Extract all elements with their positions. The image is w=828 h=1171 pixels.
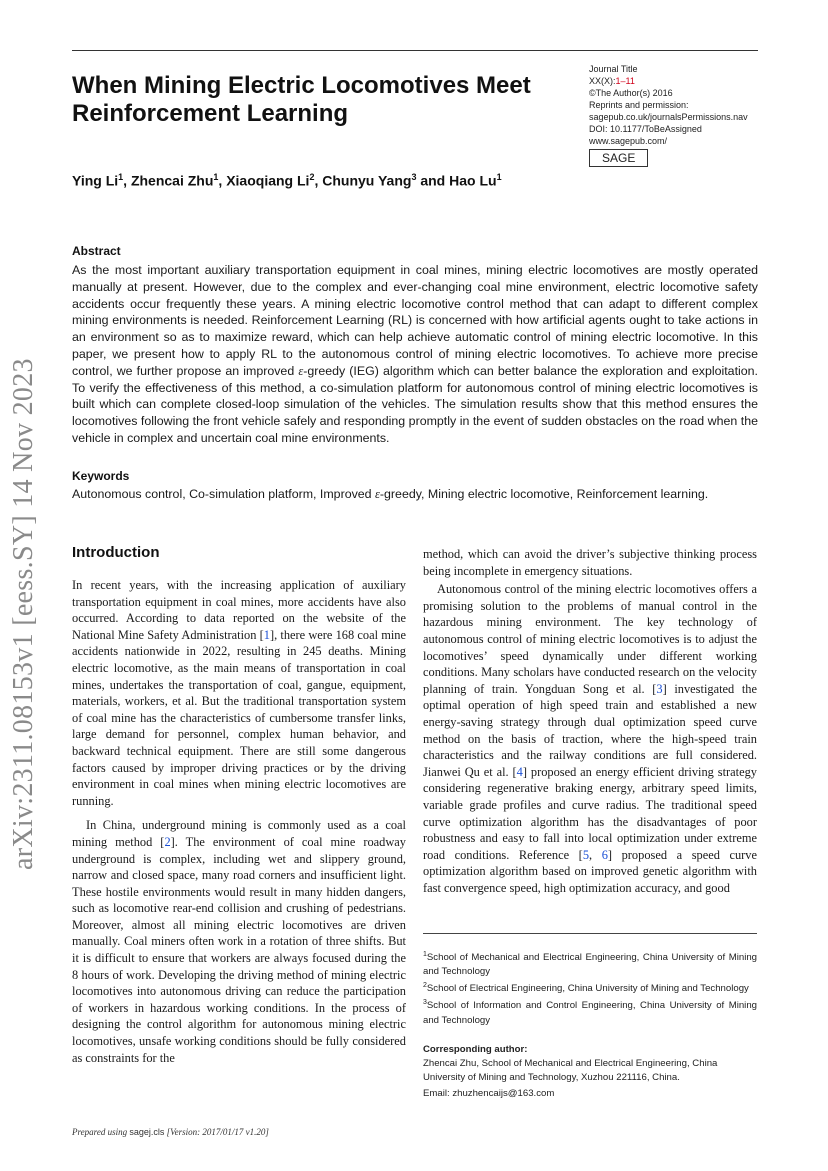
affiliation-marker: 1 bbox=[118, 172, 124, 182]
affiliation-marker: 2 bbox=[423, 982, 427, 990]
author-list bbox=[72, 172, 502, 189]
text: Autonomous control of the mining electric locomotives offers a promising solution to the problems of manual control in the hazardous mining environment. The key technology of autonomous control of mining electric locomotives is to adjust the locomotives’ speed dynamically under different working conditions. Many scholars have conducted research on the velocity planning of train. Yongduan Song et al. [ bbox=[423, 582, 757, 696]
affiliation-marker: 1 bbox=[496, 172, 502, 182]
corresponding-author bbox=[423, 1043, 757, 1101]
intro-paragraph-1: In recent years, with the increasing application of auxiliary transportation equipment in coal mines, more accidents have also occurred. According to data reported on the website of the National Mine Safety Administration [1], there were 168 coal mine accidents nationwide in 2022, resulting in 245 deaths. Mining electric locomotive, as the main means of transportation in coal mines, undertakes the transportation of coal, gangue, equipment, materials, workers, et al. But the traditional transportation system of coal mine has the characteristics of cumbersome transfer links, large demand for personnel, complex human behavior, and backward technical equipment. There are still some dangerous factors caused by improper driving practices or by the driving environment in coal mines when mining electric locomotives are running. bbox=[72, 578, 407, 808]
affiliation-item bbox=[423, 948, 757, 979]
author-separator: and bbox=[416, 172, 450, 189]
affiliations bbox=[423, 948, 757, 1028]
intro-paragraph-3 bbox=[423, 581, 757, 896]
author-separator: , bbox=[218, 172, 227, 189]
epsilon-symbol: ε bbox=[375, 487, 380, 501]
abstract-text: As the most important auxiliary transportation equipment in coal mines, mining electric locomotives are mostly operated manually at present. However, due to the complex and ever-changing coal mine environment, electric locomotive safety accidents occur frequently these years. A mining electric locomotive control method that can adapt to different complex mining environments is needed. Reinforcement Learning (RL) is concerned with how artificial agents ought to take actions in an environment so as to maximize reward, which can help achieve automatic control of mining electric locomotive. In this paper, we present how to apply RL to the autonomous control of mining electric locomotives. To achieve more precise control, we further propose an improved ε-greedy (IEG) algorithm which can better balance the exploration and exploitation. To verify the effectiveness of this method, a co-simulation platform for autonomous control of mining electric locomotives is built which can complete closed-loop simulation of the vehicles. The simulation results show that this method ensures the locomotives following the front vehicle safely and responding promptly in the event of sudden obstacles on the road when the vehicle in complex and uncertain coal mine environments. bbox=[72, 263, 758, 445]
affiliation-marker: 2 bbox=[309, 172, 315, 182]
copyright: ©The Author(s) 2016 bbox=[589, 88, 673, 98]
intro-paragraph-2: In China, underground mining is commonly used as a coal mining method [2]. The environment of coal mine roadway underground is complex, including wet and slippery ground, narrow and closed space, many road corners and insufficient light. These hostile environments would result in many hidden dangers, such as locomotive rear-end collision and crushing of pedestrians. Moreover, almost all mining electric locomotives are driven manually. Coal miners often work in a rotation of three shifts. But it is difficult to ensure that workers are always focused during the 8 hours of work. Developing the driving method of mining electric locomotives into autonomous driving can reduce the participation of workers in hazardous working conditions. In the process of designing the control algorithm for autonomous mining electric locomotives, unsafe working conditions should be fully considered as constraints for the bbox=[72, 818, 406, 1065]
author-name: Zhencai Zhu bbox=[130, 172, 214, 189]
author-name: Hao Lu bbox=[449, 172, 497, 189]
page-footer: Prepared using sagej.cls [Version: 2017/01/17 v1.20] bbox=[72, 1127, 269, 1137]
text: , bbox=[589, 847, 602, 862]
author-name: Ying Li bbox=[72, 172, 119, 189]
affiliation-marker: 1 bbox=[423, 951, 427, 958]
abstract-heading: Abstract bbox=[72, 244, 121, 258]
epsilon-symbol: ε bbox=[298, 363, 304, 378]
doi: DOI: 10.1177/ToBeAssigned bbox=[589, 124, 702, 134]
author-name: Xiaoqiang Li bbox=[226, 172, 310, 189]
paper-title: When Mining Electric Locomotives Meet Reinforcement Learning bbox=[72, 72, 531, 127]
citation-link[interactable]: 1 bbox=[263, 627, 270, 642]
permissions-link[interactable]: sagepub.co.uk/journalsPermissions.nav bbox=[589, 112, 748, 122]
corresponding-author-heading: Corresponding author: bbox=[423, 1044, 528, 1055]
citation-link[interactable]: 5 bbox=[582, 847, 590, 862]
sage-logo: SAGE bbox=[589, 149, 648, 167]
journal-info bbox=[589, 63, 764, 167]
body-column-right bbox=[423, 546, 757, 896]
affiliation-item bbox=[423, 979, 757, 996]
text: ] proposed an energy efficient driving strategy considering regenerative braking energy, arbitrary speed limits, variable grade profiles and curve radius. The traditional speed curve optimization algorithm has the disadvantages of poor robustness and easy to fall into local optimization under extreme road conditions. Reference [ bbox=[423, 764, 757, 862]
affiliation-text: School of Mechanical and Electrical Engineering, China University of Mining and Technology bbox=[423, 952, 757, 978]
journal-volume: XX(X):1–11 bbox=[589, 76, 635, 86]
citation-link[interactable]: 2 bbox=[164, 834, 171, 849]
corresponding-author-text: Zhencai Zhu, School of Mechanical and Electrical Engineering, China University of Mining and Technology, Xuzhou 221116, China. bbox=[423, 1058, 718, 1083]
citation-link[interactable]: 3 bbox=[656, 681, 663, 696]
affiliation-marker: 3 bbox=[423, 999, 427, 1007]
footnote-rule bbox=[423, 933, 757, 934]
class-file-name: sagej.cls bbox=[129, 1127, 165, 1137]
page-range-link[interactable]: 1–11 bbox=[615, 76, 635, 86]
introduction-heading: Introduction bbox=[72, 544, 160, 561]
website-link[interactable]: www.sagepub.com/ bbox=[589, 136, 668, 146]
affiliation-marker: 1 bbox=[213, 172, 219, 182]
journal-title: Journal Title bbox=[589, 64, 638, 74]
arxiv-identifier[interactable]: arXiv:2311.08153v1 [eess.SY] 14 Nov 2023 bbox=[8, 358, 39, 870]
author-separator: , bbox=[123, 172, 131, 189]
affiliation-text: School of Information and Control Engineering, China University of Mining and Technology bbox=[423, 1000, 757, 1026]
keywords-text: Autonomous control, Co-simulation platform, Improved ε-greedy, Mining electric locomotive, Reinforcement learning. bbox=[72, 487, 709, 501]
keywords-heading: Keywords bbox=[72, 469, 130, 483]
email-link[interactable]: Email: zhuzhencaijs@163.com bbox=[423, 1088, 555, 1099]
affiliation-text: School of Electrical Engineering, China University of Mining and Technology bbox=[426, 983, 749, 995]
header-rule bbox=[72, 50, 758, 51]
intro-paragraph-2-continued: method, which can avoid the driver’s subjective thinking process being incomplete in emergency situations. bbox=[423, 547, 757, 578]
affiliation-marker: 3 bbox=[411, 172, 417, 182]
text: ] proposed a speed curve optimization algorithm based on improved genetic algorithm with fast convergence speed, high optimization accuracy, and good bbox=[423, 847, 757, 895]
citation-link[interactable]: 4 bbox=[516, 764, 523, 779]
citation-link[interactable]: 6 bbox=[601, 847, 608, 862]
reprints-label: Reprints and permission: bbox=[589, 100, 689, 110]
author-separator: , bbox=[314, 172, 323, 189]
author-name: Chunyu Yang bbox=[322, 172, 412, 189]
body-column-left bbox=[72, 577, 406, 1066]
text: ] investigated the optimal operation of high speed train and established a new energy-saving strategy through dual optimization speed curve method on the basis of traction, where the high-speed train characteristics and the railway conditions are full considered. Jianwei Qu et al. [ bbox=[423, 681, 757, 779]
affiliation-item bbox=[423, 996, 757, 1027]
